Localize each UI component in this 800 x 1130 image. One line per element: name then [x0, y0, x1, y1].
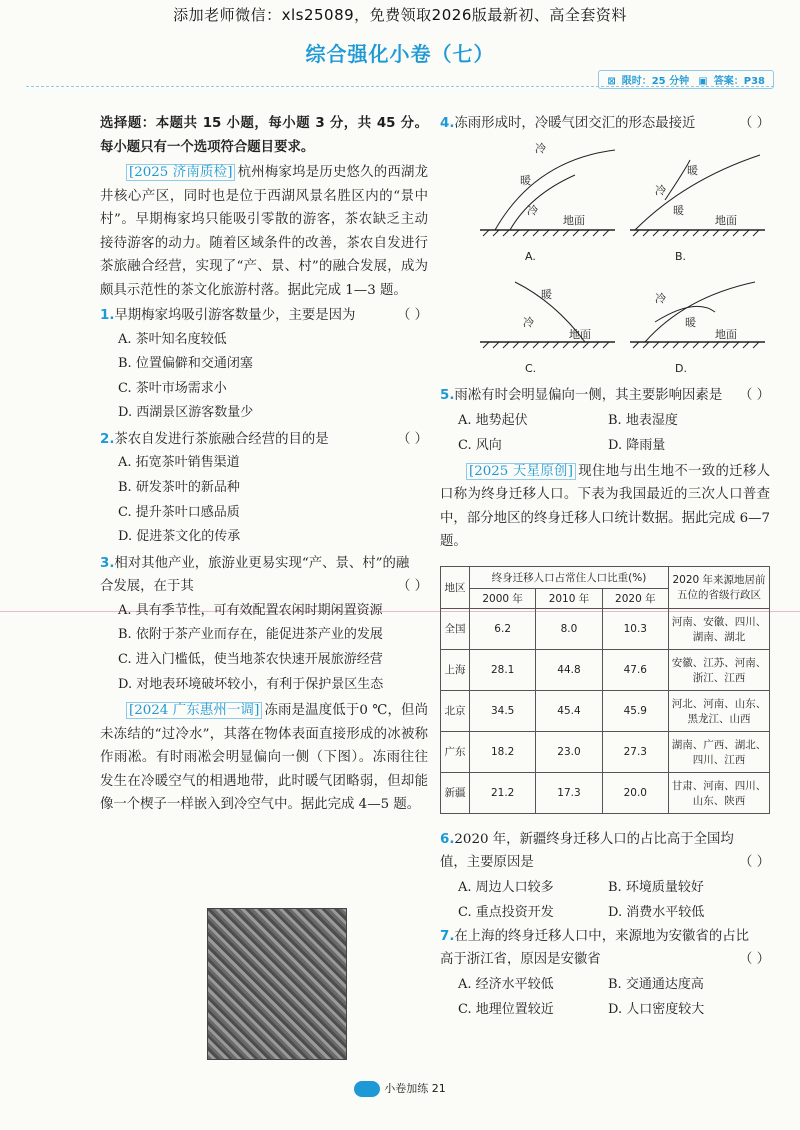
- option-row: [440, 997, 770, 1022]
- header-source: 2020 年来源地居前五位的省级行政区: [669, 566, 770, 608]
- option-row: [440, 972, 770, 997]
- watermark-text: 添加老师微信：xls25089，免费领取2026版最新初、高全套资料: [173, 6, 627, 24]
- option[interactable]: C. 茶叶市场需求小: [118, 380, 227, 396]
- option[interactable]: C. 风向: [458, 437, 502, 453]
- question-number: 1.: [100, 308, 115, 323]
- freezing-rain-photo: [207, 908, 347, 1060]
- question-2: [100, 428, 428, 452]
- source-tag: [2025 天星原创]: [466, 463, 576, 480]
- label-cold: 冷: [655, 184, 666, 197]
- cell-value: 44.8: [536, 649, 602, 690]
- cell-region: 新疆: [441, 772, 470, 813]
- label-warm: 暖: [520, 174, 531, 187]
- cell-value: 23.0: [536, 731, 602, 772]
- cell-region: 北京: [441, 690, 470, 731]
- question-text: 在上海的终身迁移人口中，来源地为安徽省的占比高于浙江省，原因是安徽省: [440, 928, 749, 967]
- table-row: [441, 772, 770, 813]
- passage-text: 现住地与出生地不一致的迁移人口称为终身迁移人口。下表为我国最近的三次人口普查中，部分地区的终身迁移人口统计数据。据此完成 6—7 题。: [440, 463, 770, 549]
- question-3: [100, 552, 428, 599]
- page-title: 综合强化小卷（七）: [305, 42, 495, 66]
- cell-value: 45.9: [602, 690, 668, 731]
- option[interactable]: B. 依附于茶产业而存在，能促进茶产业的发展: [118, 627, 383, 643]
- label-cold: 冷: [535, 142, 546, 155]
- diagram-c[interactable]: [475, 272, 625, 382]
- answer-ref: 答案：P38: [713, 76, 765, 87]
- option[interactable]: B. 研发茶叶的新品种: [118, 479, 240, 495]
- label-cold: 冷: [527, 204, 538, 217]
- option[interactable]: B. 环境质量较好: [608, 879, 704, 895]
- cell-value: 21.2: [470, 772, 536, 813]
- passage-text: 冻雨是温度低于0 ℃，但尚未冻结的“过冷水”，其落在物体表面直接形成的冰被称作雨凇。有时雨凇会明显偏向一侧（下图）。冻雨往往发生在冷暖空气的相遇地带，此时暖气团略弱，但却能像一个楔子一样嵌入到冷空气中。据此完成 4—5 题。: [100, 703, 428, 813]
- option[interactable]: A. 地势起伏: [458, 412, 528, 428]
- label-cold: 冷: [523, 316, 534, 329]
- header-year: 2000 年: [470, 588, 536, 608]
- option[interactable]: D. 人口密度较大: [608, 1001, 705, 1017]
- migration-table: [440, 566, 770, 814]
- question-text: 相对其他产业，旅游业更易实现“产、景、村”的融合发展，在于其: [100, 555, 410, 595]
- cell-value: 17.3: [536, 772, 602, 813]
- table-row: [441, 649, 770, 690]
- option[interactable]: C. 地理位置较近: [458, 1001, 554, 1017]
- label-warm: 暖: [673, 204, 684, 217]
- cell-region: 全国: [441, 608, 470, 649]
- brand-logo-icon: [354, 1081, 380, 1097]
- question-number: 7.: [440, 928, 455, 944]
- option[interactable]: A. 具有季节性，可有效配置农闲时期闲置资源: [118, 602, 383, 618]
- question-1: [100, 304, 428, 328]
- passage-3: [440, 460, 770, 554]
- cell-source: 河南、安徽、四川、湖南、湖北: [669, 608, 770, 649]
- cell-value: 28.1: [470, 649, 536, 690]
- passage-1: [100, 161, 428, 302]
- label-warm: 暖: [685, 316, 696, 329]
- answer-blank[interactable]: （ ）: [396, 579, 428, 595]
- cell-source: 安徽、江苏、河南、浙江、江西: [669, 649, 770, 690]
- cell-value: 20.0: [602, 772, 668, 813]
- question-number: 4.: [440, 116, 455, 131]
- option[interactable]: C. 重点投资开发: [458, 904, 554, 920]
- question-6: [440, 828, 770, 875]
- passage-2: [100, 699, 428, 817]
- label-ground: 地面: [715, 328, 737, 341]
- label-warm: 暖: [687, 164, 698, 177]
- option[interactable]: C. 提升茶叶口感品质: [118, 504, 240, 520]
- option[interactable]: D. 消费水平较低: [608, 904, 705, 920]
- time-limit: 限时：25 分钟: [621, 76, 690, 87]
- cell-value: 45.4: [536, 690, 602, 731]
- option[interactable]: C. 进入门槛低，使当地茶农快速开展旅游经营: [118, 651, 383, 667]
- question-number: 5.: [440, 388, 455, 403]
- answer-blank[interactable]: （ ）: [396, 308, 428, 323]
- option-row: [440, 433, 770, 458]
- cell-value: 34.5: [470, 690, 536, 731]
- table-row: [441, 608, 770, 649]
- question-4: [440, 112, 770, 136]
- clock-icon: ⊠: [607, 76, 616, 87]
- option-row: [440, 900, 770, 925]
- option-label: A.: [525, 250, 536, 263]
- question-7: [440, 925, 770, 972]
- option-label: B.: [675, 250, 687, 263]
- question-text: 冻雨形成时，冷暖气团交汇的形态最接近: [454, 116, 696, 131]
- option[interactable]: A. 拓宽茶叶销售渠道: [118, 455, 240, 471]
- left-column: [100, 112, 428, 817]
- cell-region: 上海: [441, 649, 470, 690]
- cell-value: 6.2: [470, 608, 536, 649]
- cell-value: 10.3: [602, 608, 668, 649]
- source-tag: [2025 济南质检]: [126, 164, 235, 181]
- answer-blank[interactable]: （ ）: [738, 116, 770, 131]
- cell-region: 广东: [441, 731, 470, 772]
- option[interactable]: B. 位置偏僻和交通闭塞: [118, 356, 253, 372]
- option[interactable]: A. 茶叶知名度较低: [118, 331, 227, 347]
- label-ground: 地面: [563, 214, 585, 227]
- right-column-lower: [440, 384, 770, 1022]
- cell-source: 甘肃、河南、四川、山东、陕西: [669, 772, 770, 813]
- option[interactable]: A. 周边人口较多: [458, 879, 554, 895]
- option[interactable]: D. 促进茶文化的传承: [118, 529, 241, 545]
- cell-source: 湖南、广西、湖北、四川、江西: [669, 731, 770, 772]
- cell-value: 47.6: [602, 649, 668, 690]
- page-footer: [0, 1080, 800, 1097]
- diagram-b[interactable]: [625, 140, 775, 263]
- cell-value: 18.2: [470, 731, 536, 772]
- option[interactable]: B. 地表湿度: [608, 412, 678, 428]
- question-text: 2020 年，新疆终身迁移人口的占比高于全国均值，主要原因是: [440, 831, 734, 870]
- question-text: 雨凇有时会明显偏向一侧，其主要影响因素是: [454, 388, 723, 403]
- option[interactable]: B. 交通通达度高: [608, 976, 704, 992]
- option[interactable]: A. 经济水平较低: [458, 976, 554, 992]
- header-region: 地区: [441, 566, 470, 608]
- label-ground: 地面: [569, 328, 591, 341]
- cell-source: 河北、河南、山东、黑龙江、山西: [669, 690, 770, 731]
- question-number: 6.: [440, 831, 455, 847]
- passage-text: 杭州梅家坞是历史悠久的西湖龙井核心产区，同时也是位于西湖风景名胜区内的“景中村”。早期梅家坞只能吸引零散的游客，茶农缺乏主动接待游客的动力。随着区域条件的改善，茶农自发进行茶旅融合经营，实现了“产、景、村”的融合发展，成为颇具示范性的茶文化旅游村落。据此完成 1—3 题。: [100, 165, 428, 298]
- option[interactable]: D. 降雨量: [608, 437, 666, 453]
- label-ground: 地面: [715, 214, 737, 227]
- option-row: [440, 408, 770, 433]
- answer-blank[interactable]: （ ）: [738, 855, 770, 870]
- answer-blank[interactable]: （ ）: [738, 952, 770, 967]
- label-cold: 冷: [655, 292, 666, 305]
- option-label: C.: [525, 362, 537, 375]
- right-column: [440, 112, 770, 136]
- question-number: 3.: [100, 555, 115, 571]
- question-text: 早期梅家坞吸引游客数量少，主要是因为: [114, 308, 356, 323]
- table-row: [441, 690, 770, 731]
- question-5: [440, 384, 770, 408]
- option[interactable]: D. 对地表环境破坏较小，有利于保护景区生态: [118, 676, 384, 692]
- answer-blank[interactable]: （ ）: [738, 388, 770, 403]
- cell-value: 8.0: [536, 608, 602, 649]
- diagram-d[interactable]: [625, 272, 775, 382]
- table-row: [441, 731, 770, 772]
- option-row: [440, 875, 770, 900]
- option-label: D.: [675, 362, 687, 375]
- source-tag: [2024 广东惠州一调]: [126, 702, 262, 719]
- question-text: 茶农自发进行茶旅融合经营的目的是: [114, 431, 329, 447]
- header-year: 2010 年: [536, 588, 602, 608]
- question-number: 2.: [100, 431, 115, 447]
- answer-blank[interactable]: （ ）: [396, 431, 428, 447]
- header-ratio: 终身迁移人口占常住人口比重(%): [470, 566, 669, 588]
- answer-icon: ▣: [698, 76, 708, 87]
- divider: [26, 86, 774, 87]
- header-year: 2020 年: [602, 588, 668, 608]
- diagram-a[interactable]: [475, 140, 625, 263]
- instructions: 选择题：本题共 15 小题，每小题 3 分，共 45 分。每小题只有一个选项符合题目要求。: [100, 116, 428, 155]
- label-warm: 暖: [541, 288, 552, 301]
- option[interactable]: D. 西湖景区游客数量少: [118, 405, 254, 421]
- cell-value: 27.3: [602, 731, 668, 772]
- footer-text: 小卷加练 21: [384, 1082, 446, 1095]
